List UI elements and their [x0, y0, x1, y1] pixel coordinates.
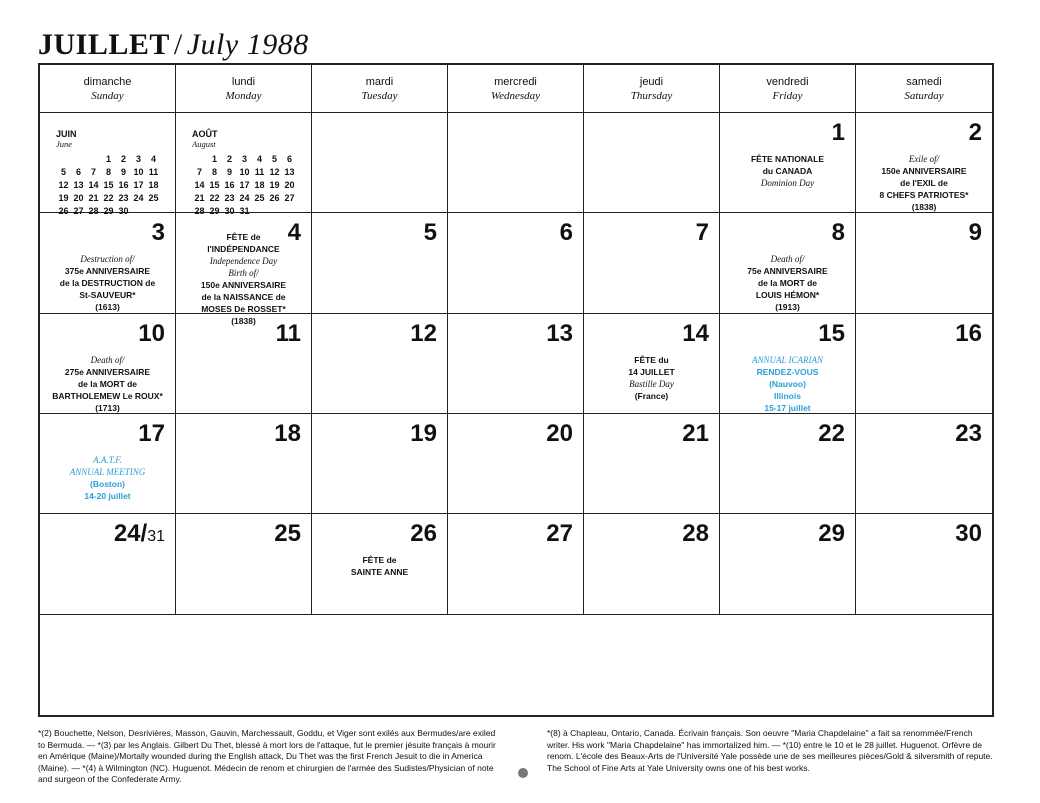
- mini-calendar-day: 2: [226, 153, 232, 164]
- mini-calendar-row: [192, 178, 297, 191]
- event-line: 150e ANNIVERSAIRE: [881, 166, 967, 176]
- day-cell[interactable]: [720, 514, 856, 614]
- event-line: de la NAISSANCE de: [201, 292, 286, 303]
- event-line: LOUIS HÉMON*: [755, 290, 820, 301]
- mini-calendar-day: 17: [239, 179, 250, 190]
- day-number: [818, 520, 845, 548]
- mini-calendar-day: 11: [254, 166, 265, 177]
- event-line: RENDEZ-VOUS: [756, 366, 819, 377]
- mini-calendar-day: 12: [58, 179, 69, 190]
- mini-calendar-day: 1: [211, 153, 217, 164]
- day-number: [274, 420, 301, 448]
- day-number-value: 6: [559, 219, 573, 247]
- day-cell[interactable]: [856, 414, 992, 514]
- mini-calendar-day: 25: [148, 192, 159, 203]
- event-line: 8 CHEFS PATRIOTES*: [879, 190, 969, 200]
- event-line: du CANADA: [762, 166, 813, 176]
- day-number: [410, 420, 437, 448]
- mini-calendar-day: 29: [103, 205, 114, 216]
- day-number: [560, 219, 573, 247]
- day-number-value: 25: [274, 520, 301, 548]
- mini-calendar-day: 19: [269, 179, 280, 190]
- mini-calendar-day: 18: [254, 179, 265, 190]
- mini-calendar-day: 25: [254, 192, 265, 203]
- weekday-french: mercredi: [494, 75, 537, 88]
- mini-calendar-day: 11: [148, 166, 159, 177]
- day-number: [138, 420, 165, 448]
- day-number-value: 18: [274, 420, 301, 447]
- day-number-alt: 31: [147, 528, 165, 546]
- mini-calendar-day: 30: [118, 205, 129, 216]
- event-line: Death of/: [90, 354, 125, 365]
- day-event-note: [724, 153, 851, 189]
- mini-calendar-day: 23: [118, 192, 129, 203]
- day-cell[interactable]: [856, 113, 992, 213]
- weekday-header: [40, 65, 176, 113]
- weekday-french: dimanche: [83, 75, 132, 88]
- day-number: [682, 520, 709, 548]
- mini-calendar-day: 15: [103, 179, 114, 190]
- day-number-value: 27: [546, 520, 573, 548]
- event-line: FÊTE de: [362, 555, 397, 566]
- event-line: Dominion Day: [760, 178, 815, 188]
- day-cell[interactable]: [584, 514, 720, 614]
- page-title: [38, 28, 309, 62]
- event-line: Destruction of/: [80, 254, 135, 265]
- day-number-value: 8: [831, 219, 845, 247]
- day-number: [274, 520, 301, 548]
- mini-calendar-day: 26: [58, 205, 69, 216]
- day-cell[interactable]: [856, 213, 992, 313]
- day-number-value: 4: [287, 219, 301, 247]
- day-number-value: 1: [831, 119, 845, 146]
- event-line: 14-20 juillet: [84, 491, 131, 501]
- weekday-french: jeudi: [639, 75, 664, 88]
- mini-calendar-table: [56, 152, 161, 217]
- mini-calendar-day: 9: [226, 166, 232, 177]
- mini-calendar-day: 29: [209, 205, 220, 216]
- event-line: 14 JUILLET: [628, 366, 675, 377]
- mini-calendar-day: 20: [73, 192, 84, 203]
- mini-calendar-day: [86, 152, 101, 165]
- weekday-english: Saturday: [904, 89, 944, 102]
- event-line: l'INDÉPENDANCE: [207, 244, 280, 255]
- event-line: A.A.T.F.: [93, 455, 122, 465]
- day-number-value: 21: [682, 420, 709, 447]
- mini-calendar-day: 4: [150, 153, 156, 164]
- mini-calendar-day: 28: [194, 205, 205, 216]
- day-number-value: 23: [955, 420, 982, 447]
- day-number-value: 9: [968, 219, 982, 247]
- day-event-note: [860, 153, 988, 213]
- weekday-english: Monday: [225, 89, 262, 102]
- event-line: FÊTE de: [226, 232, 261, 243]
- mini-calendar-subtitle: August: [192, 139, 216, 149]
- event-line: SAINTE ANNE: [350, 567, 409, 578]
- event-line: 15-17 juillet: [764, 402, 811, 413]
- day-number-value: 20: [546, 420, 573, 447]
- event-line: 150e ANNIVERSAIRE: [200, 280, 287, 291]
- event-line: (Nauvoo): [769, 378, 806, 389]
- day-number: [969, 119, 982, 147]
- mini-calendar-title: AOÛT: [192, 129, 218, 139]
- mini-calendar-subtitle: June: [56, 139, 73, 149]
- day-number: [682, 420, 709, 448]
- mini-calendar-day: 31: [239, 205, 250, 216]
- day-number-value: 24/: [113, 520, 148, 548]
- event-line: FÊTE du: [634, 354, 669, 365]
- day-number: [424, 219, 437, 247]
- day-cell[interactable]: [584, 414, 720, 514]
- mini-calendar-day: 21: [88, 192, 99, 203]
- day-number: [138, 320, 165, 348]
- mini-calendar-row: [192, 165, 297, 178]
- mini-calendar-day: 9: [120, 166, 126, 177]
- mini-calendar-day: 8: [211, 166, 217, 177]
- mini-calendar-day: 24: [239, 192, 250, 203]
- day-cell[interactable]: [448, 213, 584, 313]
- mini-calendar-row: [192, 191, 297, 204]
- mini-calendar-day: 22: [209, 192, 220, 203]
- event-line: Exile of/: [908, 154, 940, 164]
- day-cell[interactable]: [720, 213, 856, 313]
- mini-calendar-day: 22: [103, 192, 114, 203]
- mini-calendar-day: 16: [118, 179, 129, 190]
- mini-calendar-day: 17: [133, 179, 144, 190]
- day-cell[interactable]: [720, 414, 856, 514]
- day-number: [832, 219, 845, 247]
- weekday-header: [176, 65, 312, 113]
- event-line: BARTHOLEMEW Le ROUX*: [52, 390, 163, 401]
- day-cell[interactable]: [448, 514, 584, 614]
- weekday-french: samedi: [906, 75, 942, 88]
- event-line: 75e ANNIVERSAIRE: [747, 266, 828, 277]
- day-number: [152, 219, 165, 247]
- day-number-value: 17: [138, 420, 165, 447]
- mini-calendar-row: [56, 152, 161, 165]
- event-line: Illinois: [774, 390, 801, 401]
- mini-calendar-day: 7: [196, 166, 202, 177]
- day-cell[interactable]: [312, 213, 448, 313]
- mini-calendar-day: 14: [88, 179, 99, 190]
- day-number: [410, 520, 437, 548]
- mini-calendar-day: 27: [73, 205, 84, 216]
- event-line: St-SAUVEUR*: [79, 290, 136, 301]
- event-line: (Boston): [90, 479, 125, 489]
- day-number-value: 13: [546, 319, 573, 347]
- weekday-english: Wednesday: [490, 89, 541, 102]
- day-cell[interactable]: [856, 314, 992, 414]
- footnotes-left: *(2) Bouchette, Nelson, Desrivières, Masson, Gauvin, Marchessault, Goddu, et Viger sont exilés aux Bermudes/are exiled to Bermuda. — *(3) par les Anglais. Gilbert Du Thet, blessé à mort lors de l'attaque, fut le premier jésuite français à mourir en Amérique (Maine)/Mortally wounded during the English attack, Du Thet was the first French Jesuit to die in America (Maine). — *(4) à Wilmington (NC). Huguenot. Médecin de renom et chirurgien de l'armée des Sudistes/Physician of note and surgeon of the Confederate Army.: [38, 728, 496, 784]
- day-number: [546, 420, 573, 448]
- mini-calendar-table: [192, 152, 297, 217]
- day-number-value: 12: [410, 319, 437, 347]
- day-number-value: 2: [968, 119, 982, 146]
- event-line: (1713): [95, 402, 120, 413]
- day-number: [955, 520, 982, 548]
- day-number-value: 19: [410, 420, 437, 447]
- event-line: Independence Day: [209, 256, 278, 267]
- day-number: [696, 219, 709, 247]
- mini-calendar-day: 4: [256, 153, 262, 164]
- day-number: [955, 320, 982, 348]
- day-number-value: 28: [682, 520, 709, 548]
- day-cell[interactable]: [312, 314, 448, 414]
- day-cell[interactable]: [176, 314, 312, 414]
- event-line: (1913): [775, 302, 800, 313]
- mini-calendar-day: 6: [286, 153, 292, 164]
- event-line: ANNUAL MEETING: [69, 467, 146, 477]
- day-event-note: [588, 354, 715, 402]
- mini-calendar-row: [56, 191, 161, 204]
- mini-calendar-day: 30: [224, 205, 235, 216]
- mini-calendar-june: [56, 129, 161, 217]
- weekday-header: [720, 65, 856, 113]
- mini-calendar-day: 13: [73, 179, 84, 190]
- day-cell[interactable]: [176, 414, 312, 514]
- mini-calendar-day: 16: [224, 179, 235, 190]
- day-cell[interactable]: [40, 314, 176, 414]
- day-number: [818, 420, 845, 448]
- mini-calendar-day: 27: [284, 192, 295, 203]
- mini-calendar-day: 15: [209, 179, 220, 190]
- weekday-french: lundi: [231, 75, 256, 88]
- mini-calendar-day: 1: [105, 153, 111, 164]
- event-line: (1838): [231, 316, 256, 327]
- footnotes-right: *(8) à Chapleau, Ontario, Canada. Écrivain français. Son oeuvre "Maria Chapdelaine" a fait sa renommée/French writer. His work "Maria Chapdelaine" has immortalized him. — *(10) entre le 10 et le 28 juillet. Huguenot. Orfèvre de renom. L'école des Beaux-Arts de l'Université Yale possède une de ses meilleures pièces/Gold & silversmith of repute. The School of Fine Arts at Yale University owns one of his best works.: [547, 728, 993, 773]
- day-number: [969, 219, 982, 247]
- day-number: [832, 119, 845, 147]
- day-cell[interactable]: [312, 514, 448, 614]
- day-cell[interactable]: [448, 113, 584, 213]
- mini-calendar-day: 21: [194, 192, 205, 203]
- day-number-value: 14: [682, 319, 709, 347]
- day-number-value: 22: [818, 420, 845, 447]
- event-line: de la DESTRUCTION de: [59, 278, 156, 289]
- mini-calendar-day: 26: [269, 192, 280, 203]
- day-number-value: 5: [423, 219, 437, 247]
- day-cell[interactable]: [312, 113, 448, 213]
- day-number-value: 10: [138, 319, 165, 347]
- mini-calendar-day: 14: [194, 179, 205, 190]
- title-separator: /: [173, 28, 183, 61]
- day-cell[interactable]: [448, 314, 584, 414]
- mini-calendar-day: [192, 152, 207, 165]
- mini-calendar-day: 5: [60, 166, 66, 177]
- mini-calendar-day: 13: [284, 166, 295, 177]
- day-number: [955, 420, 982, 448]
- event-line: (1613): [95, 302, 120, 313]
- event-line: Bastille Day: [629, 378, 674, 389]
- day-event-note: [44, 354, 171, 414]
- day-event-note: [724, 354, 851, 414]
- day-cell[interactable]: [312, 414, 448, 514]
- day-event-note: [44, 253, 171, 313]
- day-event-note: [724, 253, 851, 313]
- title-french: JUILLET: [38, 28, 170, 61]
- day-cell[interactable]: [40, 414, 176, 514]
- weekday-header: [448, 65, 584, 113]
- day-number-value: 3: [151, 219, 165, 247]
- day-number: [276, 320, 301, 348]
- mini-calendar-day: 19: [58, 192, 69, 203]
- mini-calendar-day: 8: [105, 166, 111, 177]
- mini-calendar-august: [192, 129, 297, 217]
- mini-calendar-day: 7: [90, 166, 96, 177]
- day-number-value: 11: [275, 319, 301, 347]
- day-number: [410, 320, 437, 348]
- event-line: FÊTE NATIONALE: [750, 154, 825, 164]
- mini-calendar-title: JUIN: [56, 129, 77, 139]
- weekday-english: Tuesday: [361, 89, 398, 102]
- day-cell[interactable]: [40, 113, 176, 216]
- mini-calendar-day: 5: [271, 153, 277, 164]
- day-cell[interactable]: [176, 213, 312, 327]
- day-cell[interactable]: [584, 314, 720, 414]
- day-cell[interactable]: [584, 213, 720, 313]
- calendar-grid: [38, 63, 994, 717]
- event-line: de la MORT de: [77, 378, 138, 389]
- weekday-french: vendredi: [766, 75, 809, 88]
- mini-calendar-day: 12: [269, 166, 280, 177]
- weekday-english: Thursday: [630, 89, 673, 102]
- mini-calendar-day: [71, 152, 86, 165]
- day-event-note: [316, 554, 443, 578]
- mini-calendar-day: [56, 152, 71, 165]
- title-english: July 1988: [186, 28, 309, 61]
- day-cell[interactable]: [40, 514, 176, 614]
- day-number-value: 7: [695, 219, 709, 247]
- day-cell[interactable]: [448, 414, 584, 514]
- day-event-note: [44, 454, 171, 502]
- mini-calendar-day: 2: [120, 153, 126, 164]
- event-line: (France): [634, 390, 669, 401]
- day-number: [114, 520, 165, 548]
- weekday-english: Friday: [772, 89, 803, 102]
- day-cell[interactable]: [40, 213, 176, 313]
- event-line: 275e ANNIVERSAIRE: [64, 366, 151, 377]
- mini-calendar-day: 3: [241, 153, 247, 164]
- mini-calendar-day: 20: [284, 179, 295, 190]
- day-number-value: 29: [818, 520, 845, 548]
- day-number-value: 26: [410, 520, 437, 548]
- weekday-header: [856, 65, 992, 113]
- mini-calendar-day: 6: [75, 166, 81, 177]
- mini-calendar-row: [56, 178, 161, 191]
- mini-calendar-day: 23: [224, 192, 235, 203]
- mini-calendar-day: 10: [133, 166, 144, 177]
- day-number-value: 16: [955, 319, 982, 347]
- event-line: 375e ANNIVERSAIRE: [64, 266, 151, 277]
- day-number: [818, 320, 845, 348]
- weekday-header: [584, 65, 720, 113]
- mini-calendar-day: 24: [133, 192, 144, 203]
- event-line: Birth of/: [228, 268, 259, 279]
- weekday-header: [312, 65, 448, 113]
- day-cell[interactable]: [176, 113, 312, 216]
- day-number: [682, 320, 709, 348]
- pin-hole-icon: [518, 768, 528, 778]
- mini-calendar-row: [192, 152, 297, 165]
- day-cell[interactable]: [176, 514, 312, 614]
- event-line: de la MORT de: [757, 278, 818, 289]
- day-number: [546, 320, 573, 348]
- day-number-value: 30: [955, 520, 982, 548]
- day-cell[interactable]: [720, 314, 856, 414]
- mini-calendar-day: 28: [88, 205, 99, 216]
- weekday-english: Sunday: [91, 89, 124, 102]
- event-line: (1838): [911, 202, 937, 212]
- day-cell[interactable]: [856, 514, 992, 614]
- mini-calendar-day: 10: [239, 166, 250, 177]
- event-line: Death of/: [770, 254, 805, 265]
- event-line: ANNUAL ICARIAN: [751, 354, 824, 365]
- day-number: [546, 520, 573, 548]
- event-line: MOSES De ROSSET*: [201, 304, 286, 315]
- event-line: de l'EXIL de: [900, 178, 948, 188]
- mini-calendar-day: 18: [148, 179, 159, 190]
- day-cell[interactable]: [584, 113, 720, 213]
- day-cell[interactable]: [720, 113, 856, 213]
- mini-calendar-day: 3: [135, 153, 141, 164]
- mini-calendar-row: [56, 165, 161, 178]
- day-number-value: 15: [818, 319, 845, 347]
- weekday-french: mardi: [365, 75, 394, 88]
